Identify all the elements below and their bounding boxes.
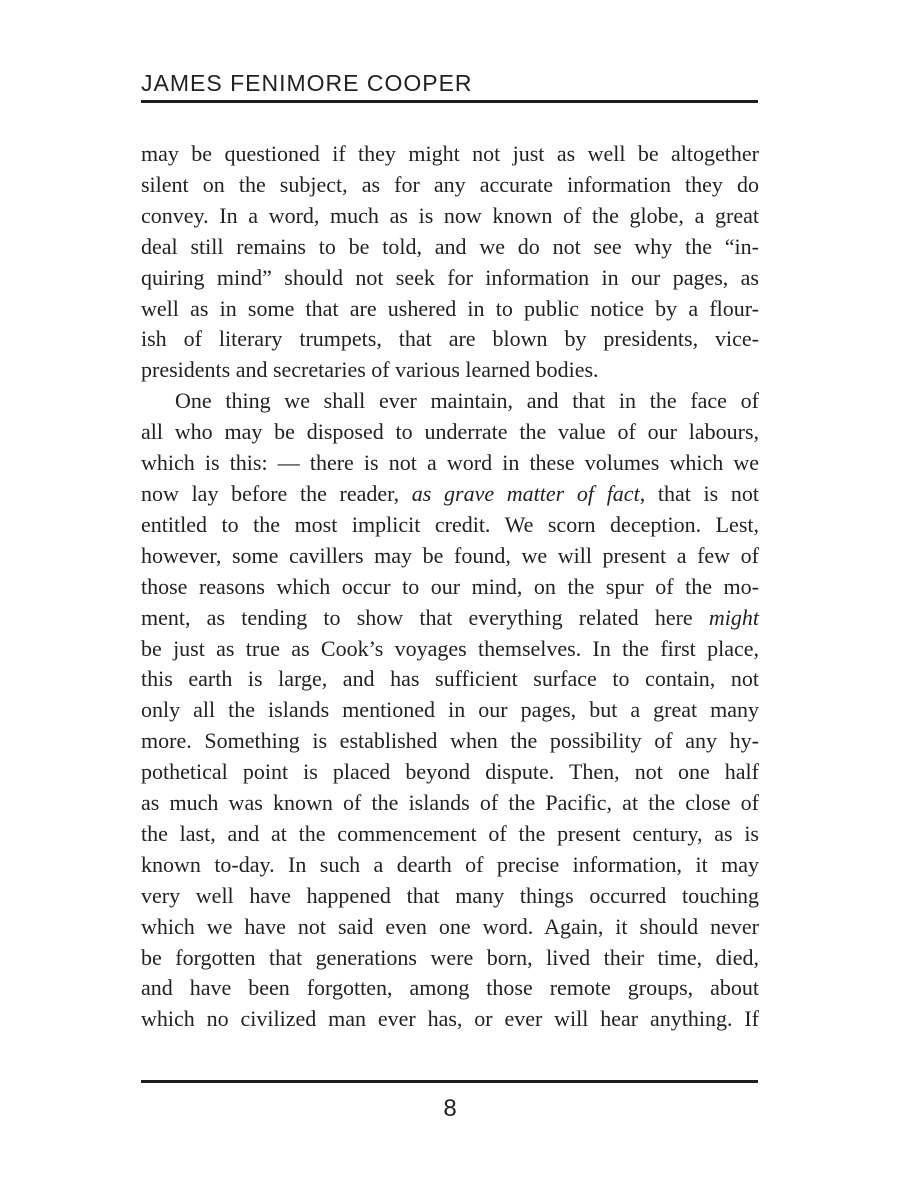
- text-run: ment, as tending to show that everything related here: [141, 604, 709, 630]
- text-line: [141, 479, 759, 510]
- text-line: quiring mind” should not seek for information in our pages, as: [141, 264, 759, 290]
- text-line: convey. In a word, much as is now known of the globe, a great: [141, 202, 759, 228]
- text-line: the last, and at the commencement of the present century, as is: [141, 820, 759, 846]
- text-line: this earth is large, and has sufficient surface to contain, not: [141, 666, 759, 692]
- text-line: deal still remains to be told, and we do not see why the “in-: [141, 233, 759, 259]
- text-line: which we have not said even one word. Again, it should never: [141, 913, 759, 939]
- text-line: those reasons which occur to our mind, on the spur of the mo-: [141, 573, 759, 599]
- text-line: very well have happened that many things occurred touching: [141, 882, 759, 908]
- text-line: may be questioned if they might not just as well be altogether: [141, 141, 759, 166]
- text-line: pothetical point is placed beyond dispute. Then, not one half: [141, 759, 759, 785]
- text-line: as much was known of the islands of the Pacific, at the close of: [141, 790, 759, 816]
- text-line: only all the islands mentioned in our pages, but a great many: [141, 697, 759, 723]
- footer-rule: [141, 1080, 758, 1083]
- text-line: however, some cavillers may be found, we will present a few of: [141, 542, 759, 568]
- text-line: known to-day. In such a dearth of precise information, it may: [141, 851, 759, 877]
- header-rule: [141, 100, 758, 103]
- text-line: and have been forgotten, among those remote groups, about: [141, 975, 759, 1001]
- text-line: be forgotten that generations were born, lived their time, died,: [141, 944, 759, 970]
- text-line: be just as true as Cook’s voyages themselves. In the first place,: [141, 635, 759, 661]
- text-line: presidents and secretaries of various learned bodies.: [141, 357, 599, 383]
- text-run: now lay before the reader,: [141, 480, 412, 506]
- text-line: entitled to the most implicit credit. We scorn deception. Lest,: [141, 511, 759, 537]
- text-line: well as in some that are ushered in to public notice by a flour-: [141, 295, 759, 321]
- text-line: all who may be disposed to underrate the value of our labours,: [141, 419, 759, 445]
- text-line: [141, 603, 759, 634]
- text-run: , that is not: [639, 480, 759, 506]
- body-text: [141, 139, 759, 1035]
- paragraph-continued: [141, 139, 759, 386]
- text-line: One thing we shall ever maintain, and that in the face of: [175, 388, 759, 414]
- text-line: silent on the subject, as for any accurate information they do: [141, 171, 759, 197]
- text-line: which is this: — there is not a word in these volumes which we: [141, 450, 759, 476]
- italic-word: might: [708, 604, 759, 630]
- page-number: 8: [443, 1095, 457, 1122]
- running-head: JAMES FENIMORE COOPER: [141, 70, 473, 96]
- paragraph: [141, 386, 759, 1035]
- italic-phrase: as grave matter of fact: [411, 480, 640, 506]
- text-line: ish of literary trumpets, that are blown by presidents, vice-: [141, 326, 759, 352]
- text-line: more. Something is established when the possibility of any hy-: [141, 728, 759, 754]
- text-line: which no civilized man ever has, or ever will hear anything. If: [141, 1006, 759, 1032]
